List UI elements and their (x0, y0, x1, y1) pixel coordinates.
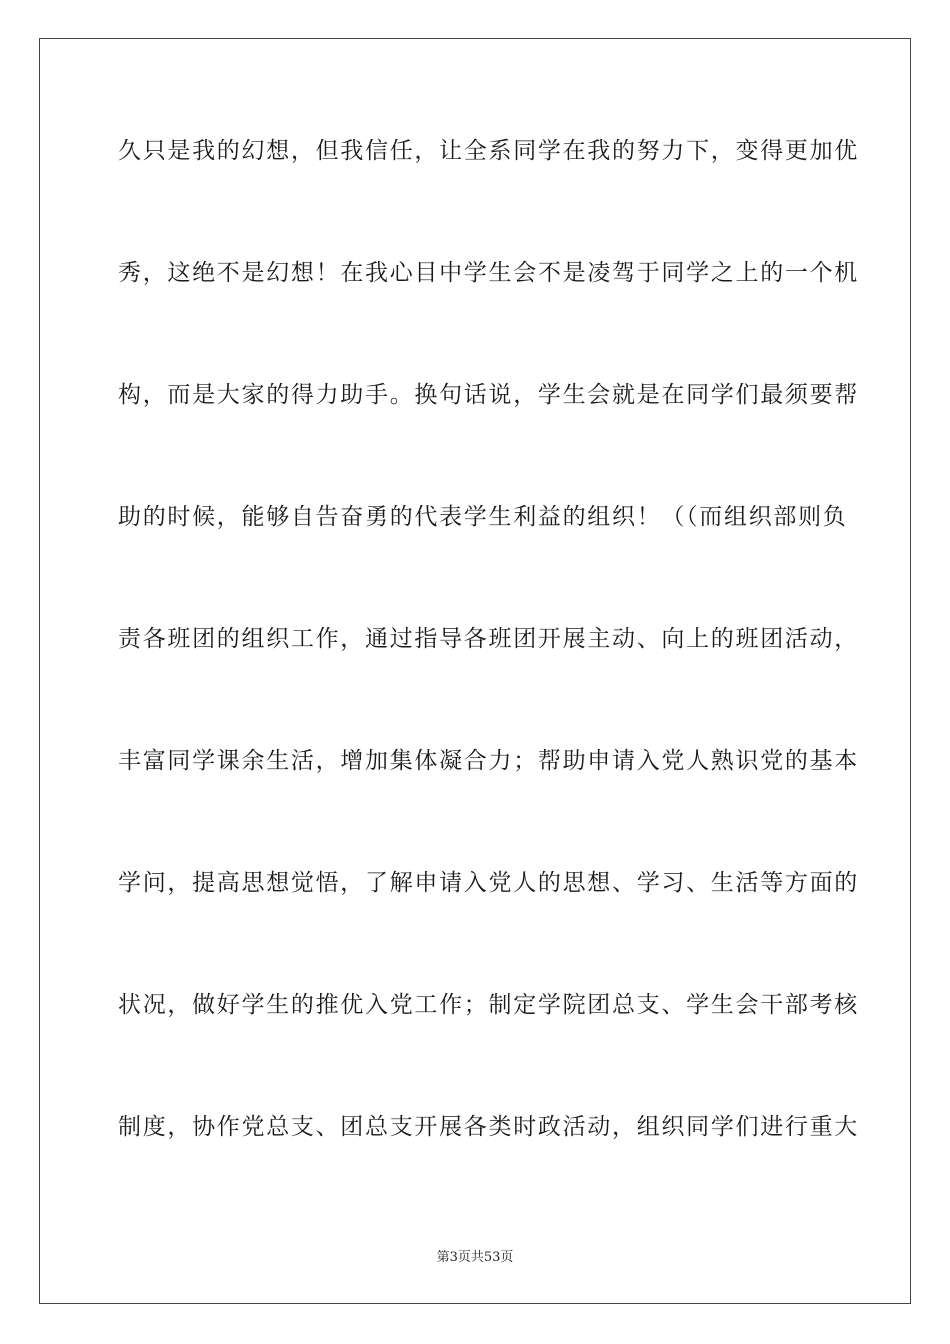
text-line: 丰富同学课余生活，增加集体凝合力；帮助申请入党人熟识党的基本 (118, 748, 859, 774)
document-body (118, 120, 859, 1218)
page-footer (0, 1246, 950, 1265)
text-line: 助的时候，能够自告奋勇的代表学生利益的组织！（（而组织部则负 (118, 504, 848, 530)
total-page-count: 共53页 (470, 1250, 514, 1265)
text-line: 学问，提高思想觉悟，了解申请入党人的思想、学习、生活等方面的 (118, 870, 859, 896)
current-page-number: 第3页 (436, 1250, 471, 1265)
text-line: 久只是我的幻想，但我信任，让全系同学在我的努力下，变得更加优 (118, 138, 859, 164)
text-line: 制度，协作党总支、团总支开展各类时政活动，组织同学们进行重大 (118, 1114, 859, 1140)
text-line: 状况，做好学生的推优入党工作；制定学院团总支、学生会干部考核 (118, 992, 859, 1018)
text-line: 责各班团的组织工作，通过指导各班团开展主动、向上的班团活动， (118, 626, 859, 652)
text-line: 秀，这绝不是幻想！在我心目中学生会不是凌驾于同学之上的一个机 (118, 260, 859, 286)
text-line: 构，而是大家的得力助手。换句话说，学生会就是在同学们最须要帮 (118, 382, 859, 408)
